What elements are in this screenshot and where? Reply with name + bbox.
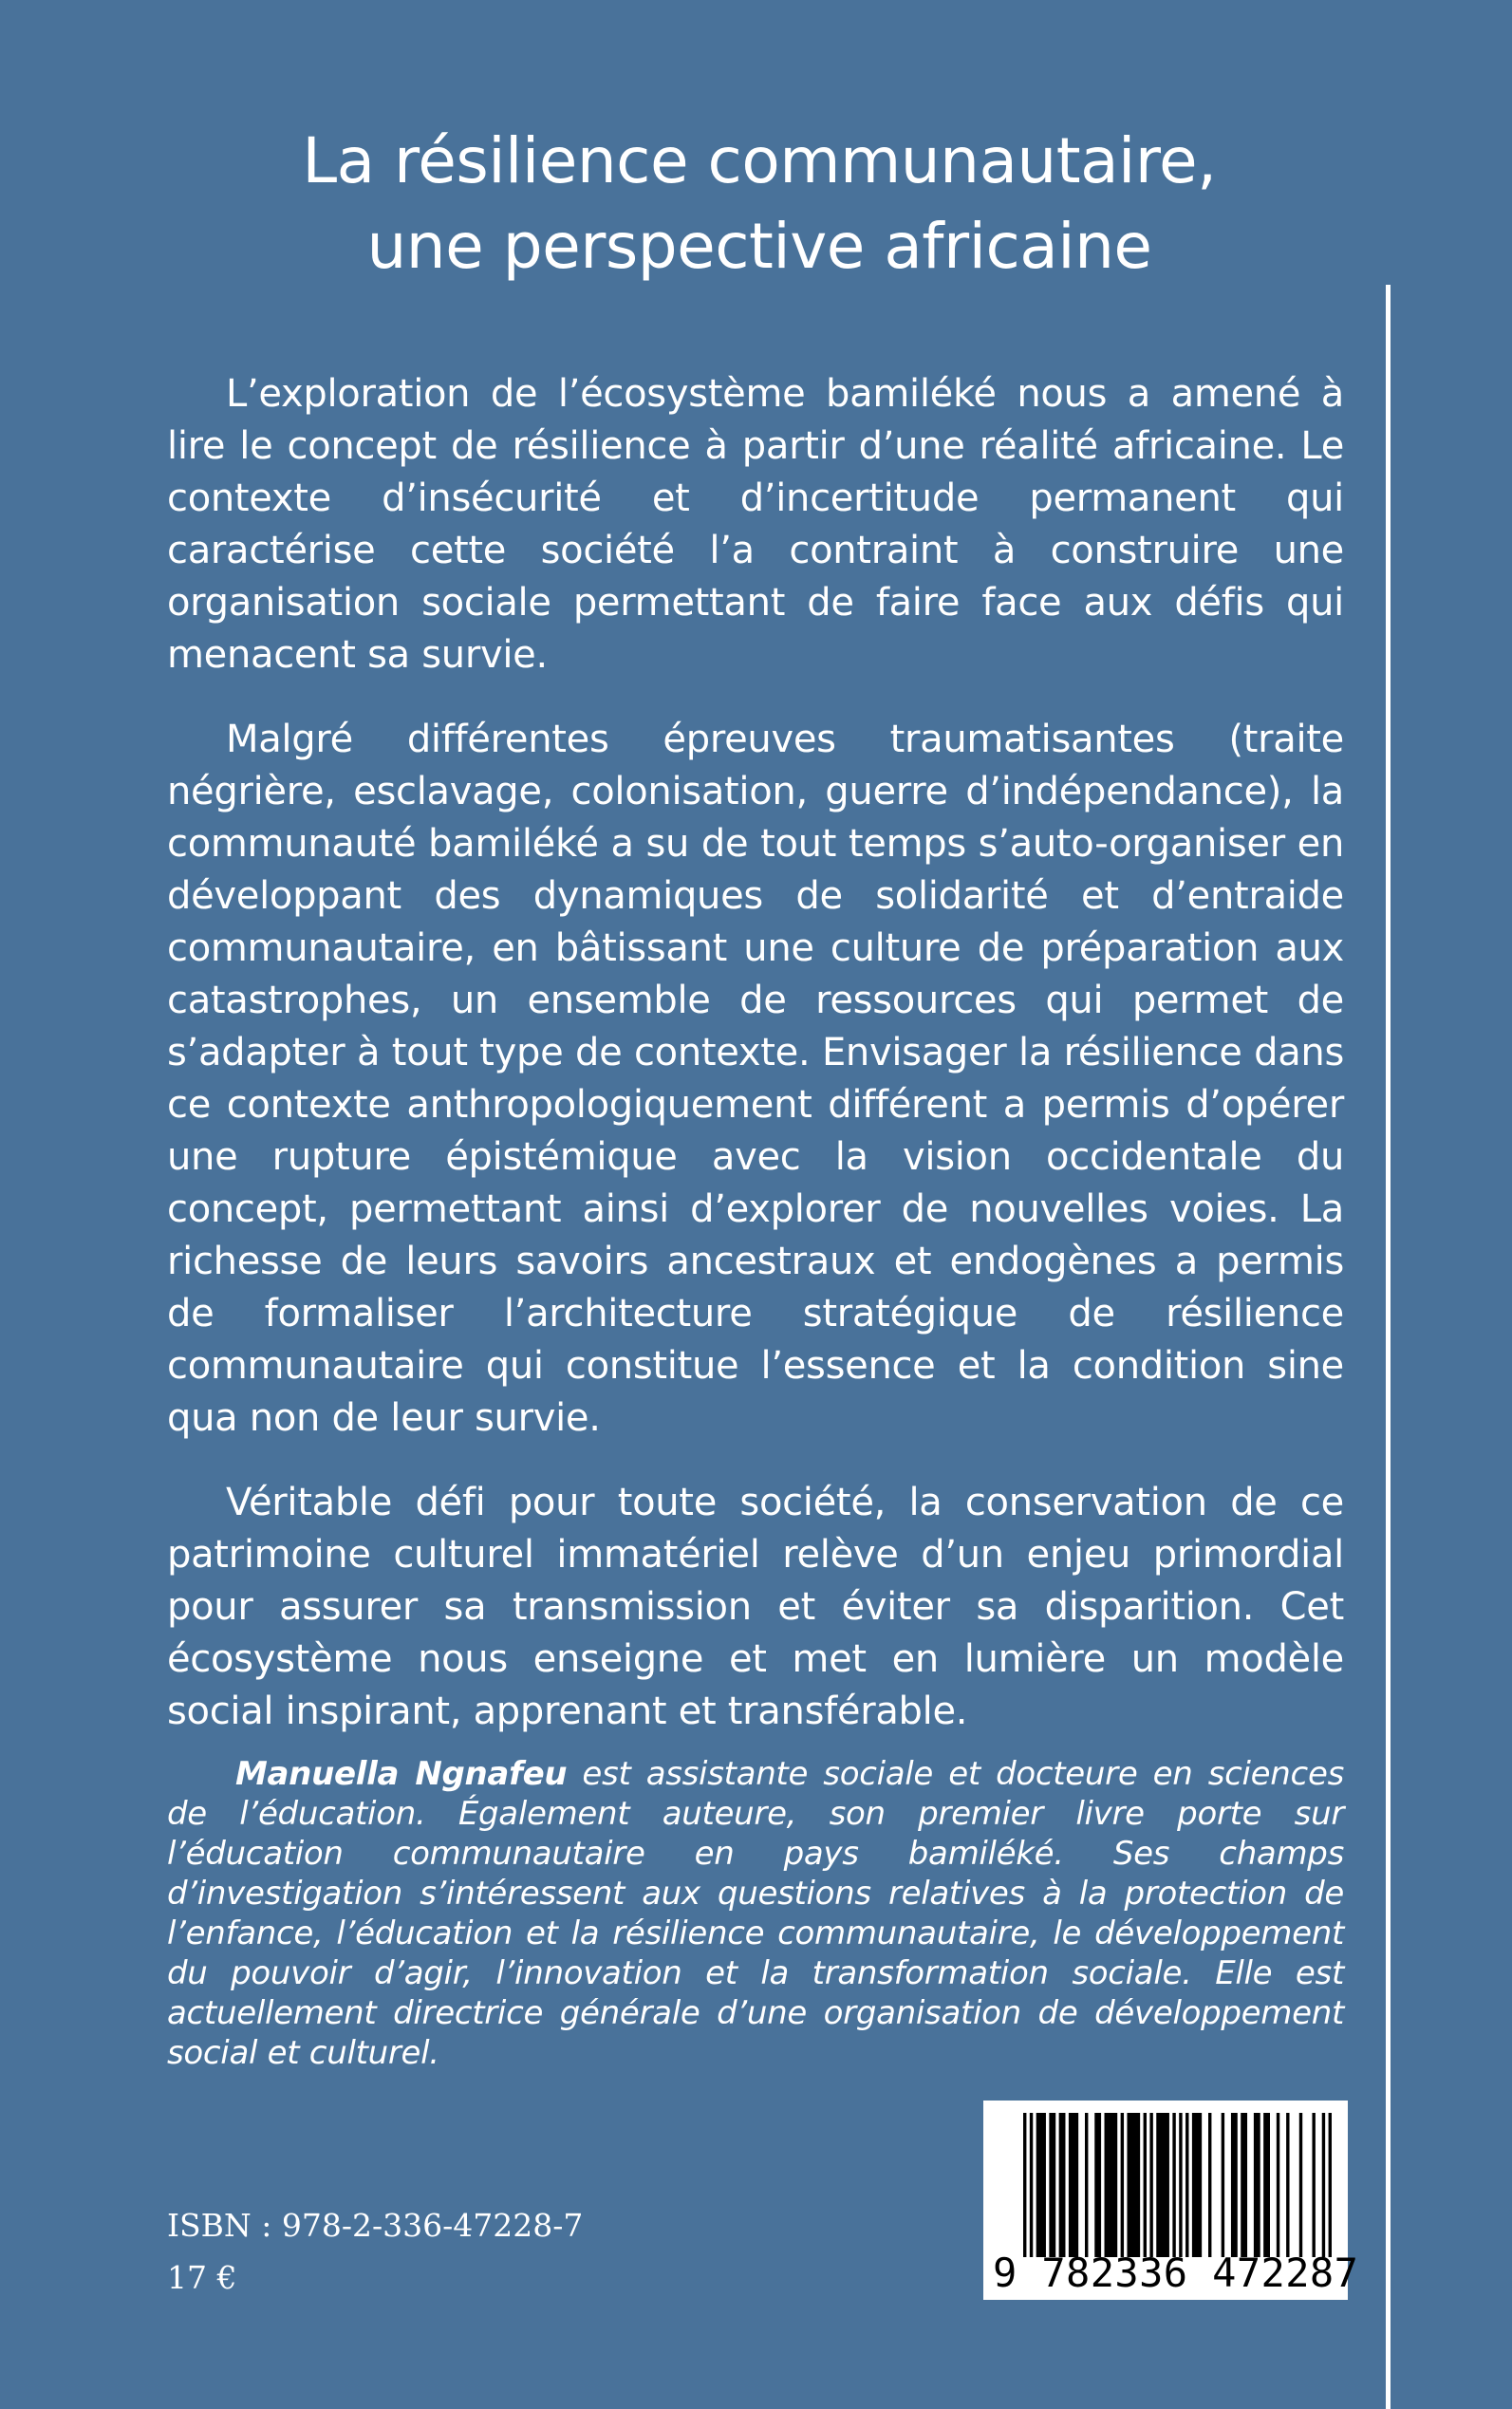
- barcode-bar: [1156, 2113, 1169, 2257]
- barcode-bar: [1254, 2113, 1260, 2257]
- author-bio-text: est assistante sociale et docteure en sciences de l’éducation. Également auteure, son premier livre porte sur l’éducation communautaire en pays bamiléké. Ses champs d’investigation s’intéressent aux questions relatives à la protection de l’enfance, l’éducation et la résilience communautaire, le développement du pouvoir d’agir, l’innovation et la transformation sociale. Elle est actuellement directrice générale d’une organisation de développement social et culturel.: [167, 1755, 1344, 2072]
- title-line-1: La résilience communautaire,: [302, 124, 1217, 197]
- barcode-bar: [1085, 2113, 1088, 2257]
- barcode: [983, 2101, 1359, 2300]
- barcode-bar: [1322, 2113, 1325, 2257]
- synopsis: [167, 368, 1344, 1770]
- price: 17 €: [167, 2259, 237, 2296]
- isbn: ISBN : 978-2-336-47228-7: [167, 2207, 584, 2244]
- author-bio: [167, 1754, 1344, 2073]
- vertical-rule: [1386, 285, 1391, 2409]
- barcode-bar: [1069, 2113, 1078, 2257]
- barcode-bars-icon: [1023, 2113, 1332, 2257]
- synopsis-paragraph-2: Malgré différentes épreuves traumatisantes (traite négrière, esclavage, colonisation, guerre d’indépendance), la communauté bamiléké a su de tout temps s’auto-organiser en développant des dynamiques de solidarité et d’entraide communautaire, en bâtissant une culture de préparation aux catastrophes, un ensemble de ressources qui permet de s’adapter à tout type de contexte. Envisager la résilience dans ce contexte anthropologiquement différent a permis d’opérer une rupture épistémique avec la vision occidentale du concept, permettant ainsi d’explorer de nouvelles voies. La richesse de leurs savoirs ancestraux et endogènes a permis de formaliser l’architecture stratégique de résilience communautaire qui constitue l’essence et la condition sine qua non de leur survie.: [167, 718, 1344, 1440]
- barcode-bar: [1036, 2113, 1046, 2257]
- barcode-bar: [1149, 2113, 1152, 2257]
- barcode-bar: [1299, 2113, 1302, 2257]
- barcode-bar: [1185, 2113, 1188, 2257]
- author-name: Manuella Ngnafeu: [235, 1755, 568, 1793]
- barcode-bar: [1105, 2113, 1118, 2257]
- synopsis-paragraph-1: L’exploration de l’écosystème bamiléké nous a amené à lire le concept de résilience à partir d’une réalité africaine. Le contexte d’insécurité et d’incertitude permanent qui caractérise cette société l’a contraint à construire une organisation sociale permettant de faire face aux défis qui menacent sa survie.: [167, 372, 1344, 677]
- title-line-2: une perspective africaine: [366, 210, 1152, 283]
- synopsis-paragraph-3: Véritable défi pour toute société, la conservation de ce patrimoine culturel immatériel relève d’un enjeu primordial pour assurer sa transmission et éviter sa disparition. Cet écosystème nous enseigne et met en lumière un modèle social inspirant, apprenant et transférable.: [167, 1481, 1344, 1733]
- barcode-bar: [1172, 2113, 1175, 2257]
- barcode-bar: [1277, 2113, 1279, 2257]
- barcode-bar: [1231, 2113, 1238, 2257]
- barcode-bar: [1208, 2113, 1211, 2257]
- barcode-bar: [1241, 2113, 1247, 2257]
- barcode-bar: [1222, 2113, 1224, 2257]
- book-title: [171, 119, 1348, 289]
- barcode-bar: [1023, 2113, 1026, 2257]
- barcode-bar: [1144, 2113, 1147, 2257]
- barcode-bar: [1263, 2113, 1270, 2257]
- barcode-bar: [1329, 2113, 1332, 2257]
- barcode-bar: [1286, 2113, 1289, 2257]
- barcode-bar: [1030, 2113, 1033, 2257]
- barcode-bar: [1179, 2113, 1182, 2257]
- barcode-bar: [1312, 2113, 1315, 2257]
- barcode-bar: [1094, 2113, 1101, 2257]
- barcode-bar: [1192, 2113, 1202, 2257]
- barcode-bar: [1059, 2113, 1066, 2257]
- barcode-bar: [1121, 2113, 1124, 2257]
- barcode-digits: 9 782336 472287: [993, 2250, 1359, 2296]
- barcode-bar: [1127, 2113, 1140, 2257]
- barcode-bar: [1049, 2113, 1055, 2257]
